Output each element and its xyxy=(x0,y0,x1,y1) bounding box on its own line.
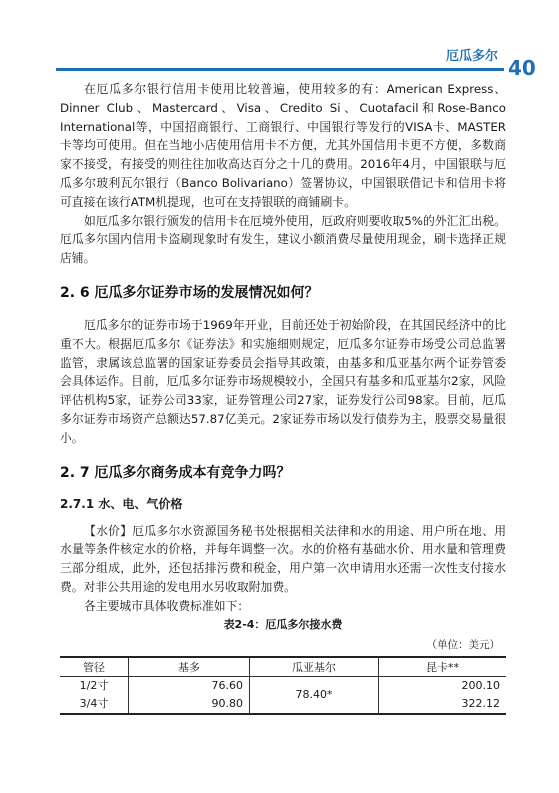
table-title: 表2-4：厄瓜多尔接水费 xyxy=(223,617,343,631)
cell-cuenca: 322.12 xyxy=(379,695,507,714)
table-row xyxy=(60,676,506,695)
section-2-7-heading: 2. 7 厄瓜多尔商务成本有竞争力吗？ xyxy=(60,464,291,481)
page-number: 40 xyxy=(508,56,536,80)
credit-card-paragraph: 在厄瓜多尔银行信用卡使用比较普遍，使用较多的有：American Express、Dinner Club、Mastercard、Visa、Credito Si、Cuotafacil和Rose-Banco International等，中国招商银行、工商银行、中国银行等发行的VISA卡、MASTER卡等均可使用。但在当地小店使用信用卡不方便，尤其外国信用卡更不方便，多数商家不接受，有接受的则往往加收高达百分之十几的费用。2016年4月，中国银联与厄瓜多尔玻利瓦尔银行（Banco Bolivariano）签署协议，中国银联借记卡和信用卡将可直接在该行ATM机提现，也可在支持银联的商铺刷卡。 xyxy=(60,82,506,209)
column-header-cuenca: 昆卡** xyxy=(379,657,507,677)
fee-intro-paragraph: 各主要城市具体收费标准如下： xyxy=(84,598,250,613)
column-header-quito: 基多 xyxy=(129,657,250,677)
cell-quito: 90.80 xyxy=(129,695,250,714)
column-header-guayaquil: 瓜亚基尔 xyxy=(250,657,379,677)
cell-size: 1/2寸 xyxy=(79,678,109,692)
securities-paragraph: 厄瓜多尔的证券市场于1969年开业，目前还处于初始阶段，在其国民经济中的比重不大。根据厄瓜多尔《证券法》和实施细则规定，厄瓜多尔证券市场受公司总监署监管，隶属该总监署的国家证券委员会指导其政策，由基多和瓜亚基尔两个证券管委会具体运作。目前，厄瓜多尔证券市场规模较小，全国只有基多和瓜亚基尔2家，风险评估机构5家，证券公司33家，证券管理公司27家，证券发行公司98家。目前，厄瓜多尔证券市场资产总额达57.87亿美元。2家证券市场以发行债券为主，股票交易量很小。 xyxy=(60,317,506,445)
cell-quito: 76.60 xyxy=(129,676,250,695)
section-title: 厄瓜多尔 xyxy=(445,49,498,64)
header-rule xyxy=(56,68,504,71)
table-header-row xyxy=(60,657,506,677)
section-2-6-heading: 2. 6 厄瓜多尔证券市场的发展情况如何？ xyxy=(60,284,319,301)
section-2-7-1-heading: 2.7.1 水、电、气价格 xyxy=(60,496,183,511)
foreign-card-paragraph: 如厄瓜多尔银行颁发的信用卡在厄境外使用，厄政府则要收取5%的外汇汇出税。厄瓜多尔国内信用卡盗刷现象时有发生，建议小额消费尽量使用现金，刷卡选择正规店铺。 xyxy=(60,213,506,266)
page-content xyxy=(60,80,506,715)
cell-cuenca: 200.10 xyxy=(379,676,507,695)
cell-guayaquil-merged: 78.40* xyxy=(250,676,379,714)
water-fee-table xyxy=(60,656,506,715)
water-price-paragraph: 【水价】厄瓜多尔水资源国务秘书处根据相关法律和水的用途、用户所在地、用水量等条件核定水的价格，并每年调整一次。水的价格有基础水价、用水量和管理费三部分组成，此外，还包括排污费和税金，用户第一次申请用水还需一次性支付接水费。对非公共用途的发电用水另收取附加费。 xyxy=(60,523,506,594)
cell-size: 3/4寸 xyxy=(79,696,109,710)
column-header-size: 管径 xyxy=(60,657,129,677)
table-unit: （单位：美元） xyxy=(426,638,500,651)
